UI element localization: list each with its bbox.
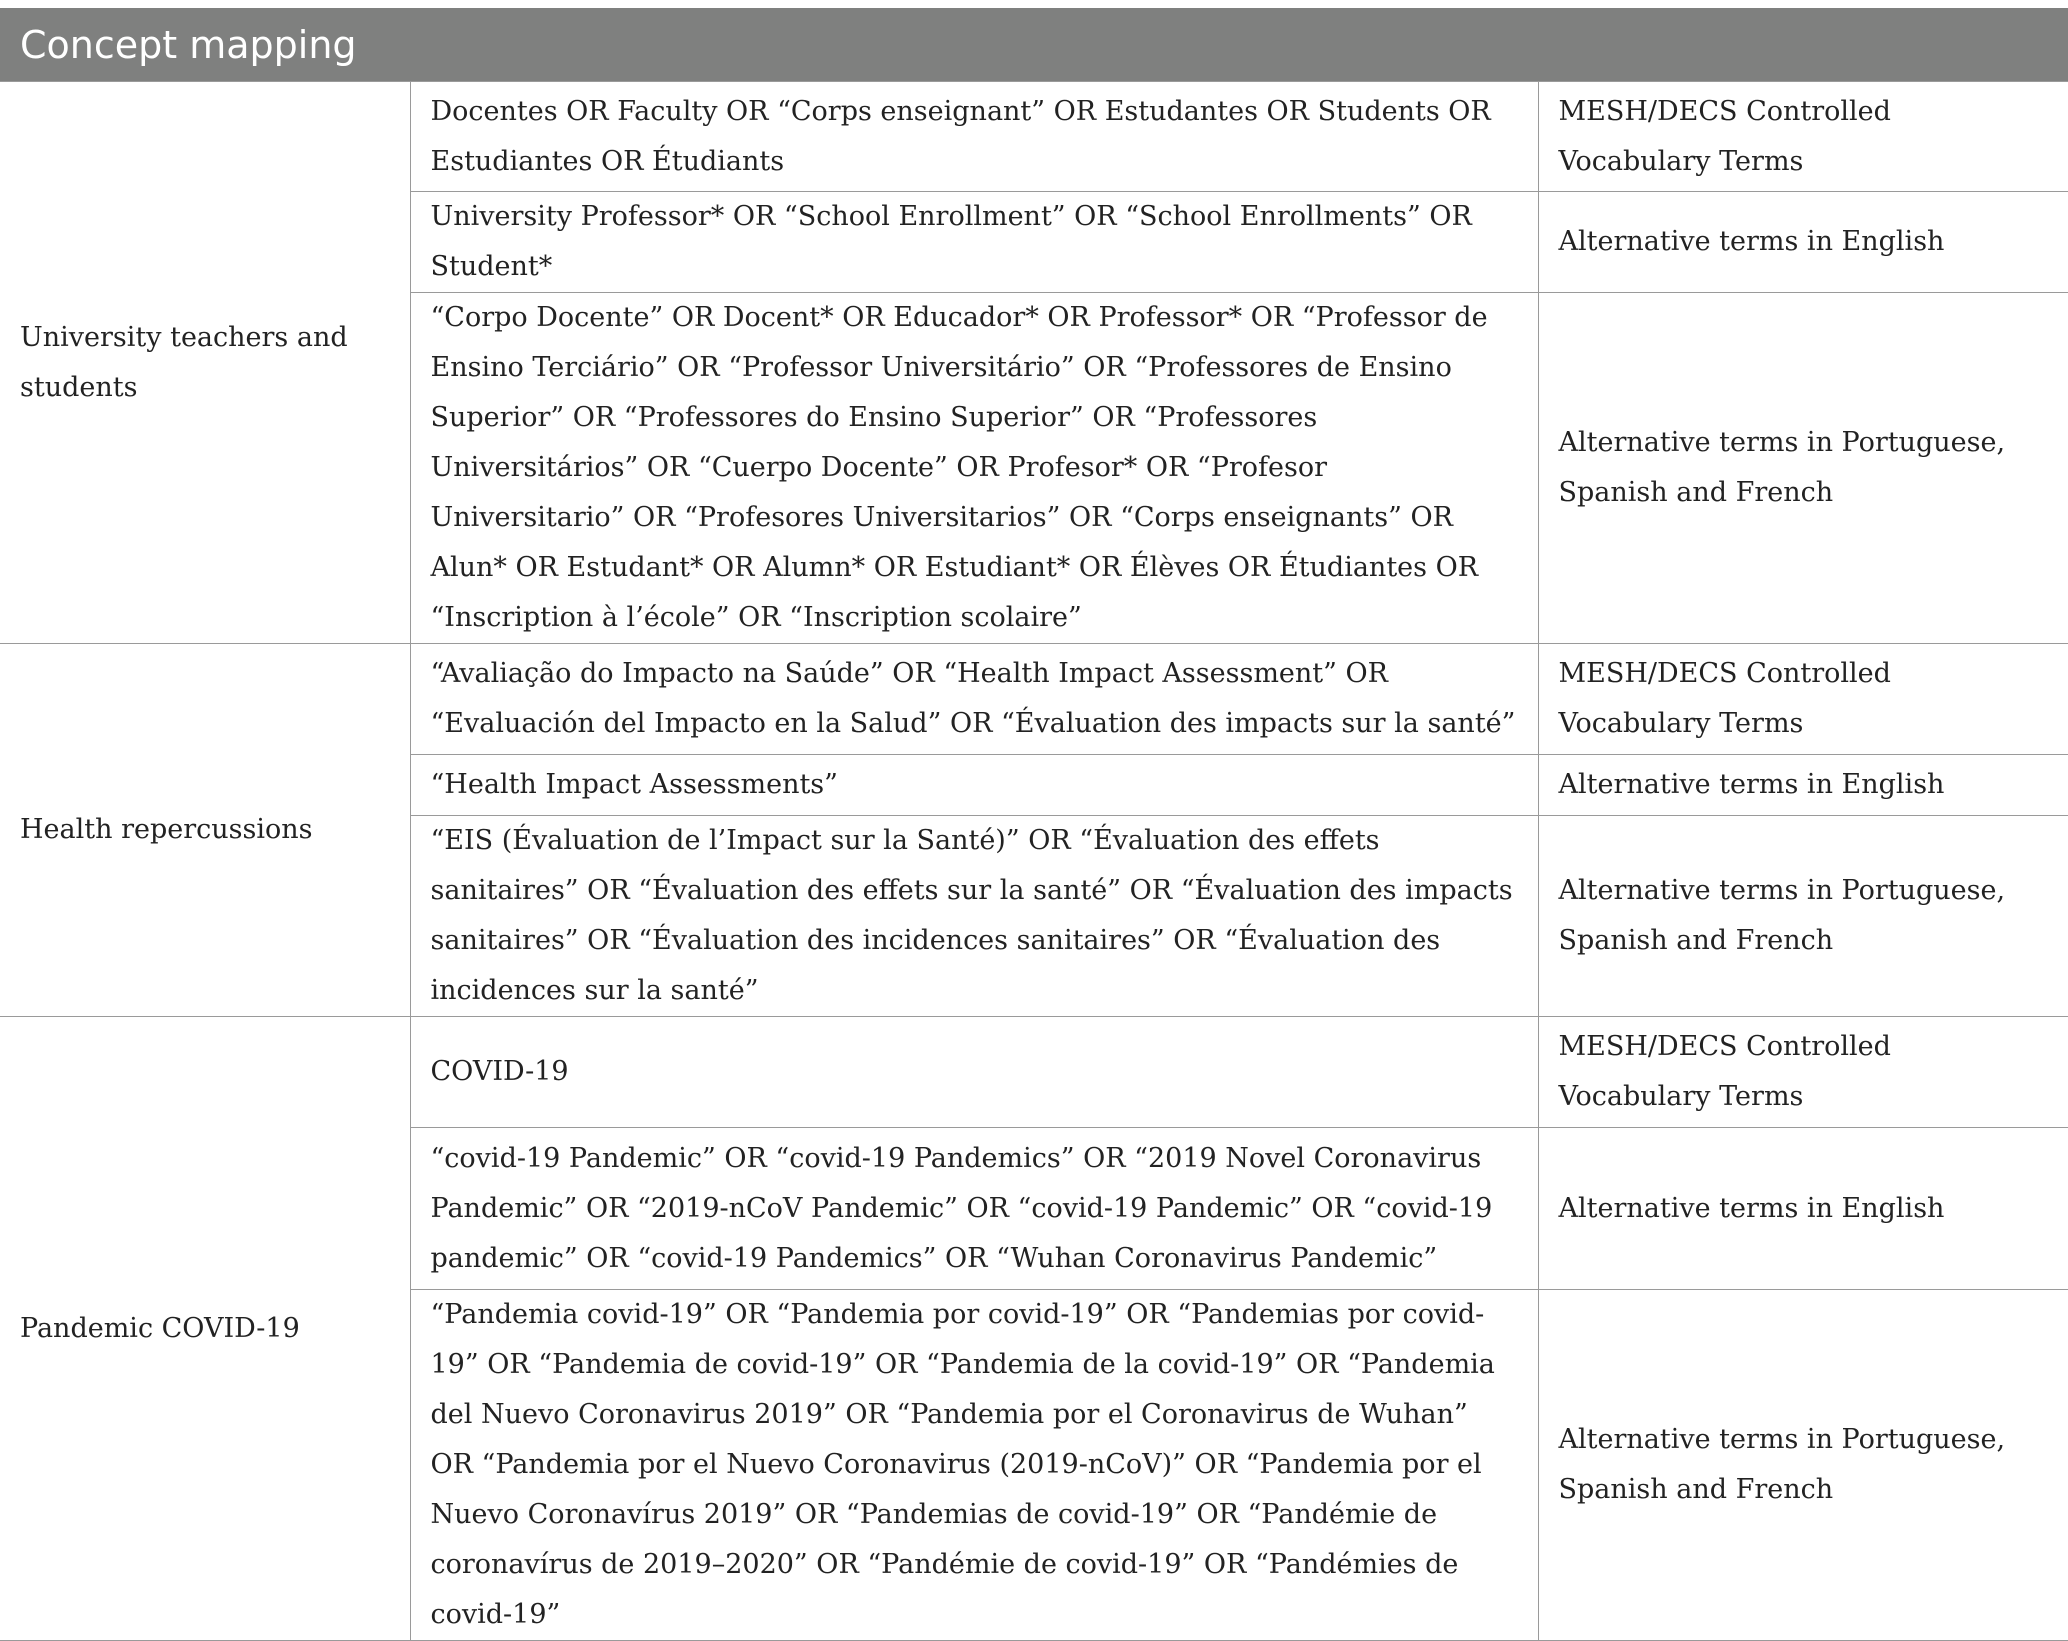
- term-type-cell: Alternative terms in English: [1538, 755, 2068, 816]
- search-terms-cell: “Corpo Docente” OR Docent* OR Educador* OR Professor* OR “Professor de Ensino Terciário” OR “Professor Universitário” OR “Professores de Ensino Superior” OR “Professores do Ensino Superior” OR “Professores Universitários” OR “Cuerpo Docente” OR Profesor* OR “Profesor Universitario” OR “Profesores Universitarios” OR “Corps enseignants” OR Alun* OR Estudant* OR Alumn* OR Estudiant* OR Élèves OR Étudiantes OR “Inscription à l’école” OR “Inscription scolaire”: [410, 293, 1538, 644]
- search-terms-cell: University Professor* OR “School Enrollment” OR “School Enrollments” OR Student*: [410, 192, 1538, 293]
- concept-cell: University teachers and students: [0, 82, 410, 644]
- table-row: [0, 644, 2068, 755]
- table-row: [0, 82, 2068, 192]
- concept-cell: Health repercussions: [0, 644, 410, 1017]
- search-terms-cell: “Avaliação do Impacto na Saúde” OR “Health Impact Assessment” OR “Evaluación del Impacto en la Salud” OR “Évaluation des impacts sur la santé”: [410, 644, 1538, 755]
- search-terms-cell: “EIS (Évaluation de l’Impact sur la Santé)” OR “Évaluation des effets sanitaires” OR “Évaluation des effets sur la santé” OR “Évaluation des impacts sanitaires” OR “Évaluation des incidences sanitaires” OR “Évaluation des incidences sur la santé”: [410, 816, 1538, 1017]
- search-terms-cell: “covid-19 Pandemic” OR “covid-19 Pandemics” OR “2019 Novel Coronavirus Pandemic” OR “2019-nCoV Pandemic” OR “covid-19 Pandemic” OR “covid-19 pandemic” OR “covid-19 Pandemics” OR “Wuhan Coronavirus Pandemic”: [410, 1128, 1538, 1290]
- term-type-cell: Alternative terms in English: [1538, 1128, 2068, 1290]
- term-type-cell: Alternative terms in Portuguese, Spanish and French: [1538, 816, 2068, 1017]
- concept-table-body: [0, 81, 2068, 1641]
- table-row: [0, 1017, 2068, 1128]
- term-type-cell: Alternative terms in Portuguese, Spanish and French: [1538, 1290, 2068, 1641]
- search-terms-cell: “Health Impact Assessments”: [410, 755, 1538, 816]
- concept-mapping-table: [0, 8, 2068, 1641]
- search-terms-cell: “Pandemia covid-19” OR “Pandemia por covid-19” OR “Pandemias por covid-19” OR “Pandemia de covid-19” OR “Pandemia de la covid-19” OR “Pandemia del Nuevo Coronavirus 2019” OR “Pandemia por el Coronavirus de Wuhan” OR “Pandemia por el Nuevo Coronavirus (2019-nCoV)” OR “Pandemia por el Nuevo Coronavírus 2019” OR “Pandemias de covid-19” OR “Pandémie de coronavírus de 2019–2020” OR “Pandémie de covid-19” OR “Pandémies de covid-19”: [410, 1290, 1538, 1641]
- search-terms-cell: Docentes OR Faculty OR “Corps enseignant” OR Estudantes OR Students OR Estudiantes OR Étudiants: [410, 82, 1538, 192]
- term-type-cell: Alternative terms in English: [1538, 192, 2068, 293]
- search-terms-cell: COVID-19: [410, 1017, 1538, 1128]
- concept-cell: Pandemic COVID-19: [0, 1017, 410, 1641]
- term-type-cell: MESH/DECS Controlled Vocabulary Terms: [1538, 644, 2068, 755]
- term-type-cell: MESH/DECS Controlled Vocabulary Terms: [1538, 82, 2068, 192]
- term-type-cell: MESH/DECS Controlled Vocabulary Terms: [1538, 1017, 2068, 1128]
- table-title: Concept mapping: [0, 8, 2068, 81]
- term-type-cell: Alternative terms in Portuguese, Spanish and French: [1538, 293, 2068, 644]
